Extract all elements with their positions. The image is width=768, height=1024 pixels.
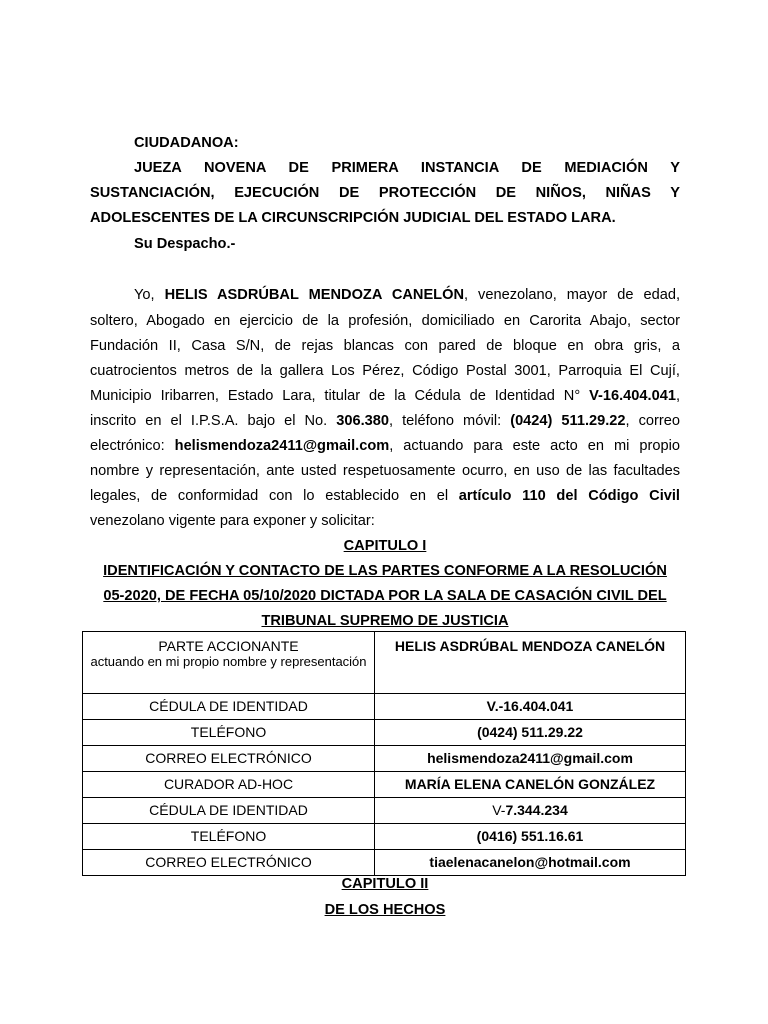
chapter-1-title: CAPITULO I	[343, 538, 427, 554]
table-cell-value: helismendoza2411@gmail.com	[375, 746, 686, 772]
legal-article: artículo 110 del Código Civil	[458, 488, 680, 504]
party-sublabel: actuando en mi propio nombre y representación	[90, 654, 367, 669]
table-row	[83, 772, 686, 798]
petitioner-name: HELIS ASDRÚBAL MENDOZA CANELÓN	[164, 287, 464, 303]
body-line-5: Municipio Iribarren, Estado Lara, titular de la Cédula de Identidad N° V-16.404.041,	[90, 388, 681, 404]
table-cell-label: TELÉFONO	[83, 824, 375, 850]
body-line-3: Fundación II, Casa S/N, de rejas blancas con pared de bloque en obra gris, a	[90, 338, 680, 354]
table-cell-label	[83, 632, 375, 694]
table-cell-label: CURADOR AD-HOC	[83, 772, 375, 798]
body-line-8: nombre y representación, ante usted respetuosamente ocurro, en uso de las facultades	[90, 463, 680, 479]
table-cell-value: HELIS ASDRÚBAL MENDOZA CANELÓN	[375, 632, 686, 694]
table-cell-value: (0416) 551.16.61	[375, 824, 686, 850]
table-row	[83, 850, 686, 876]
table-cell-value: MARÍA ELENA CANELÓN GONZÁLEZ	[375, 772, 686, 798]
addressee-line-3: ADOLESCENTES DE LA CIRCUNSCRIPCIÓN JUDICIAL DEL ESTADO LARA.	[90, 210, 616, 226]
chapter-1-heading-line-1: IDENTIFICACIÓN Y CONTACTO DE LAS PARTES CONFORME A LA RESOLUCIÓN	[103, 563, 667, 579]
parties-table	[82, 631, 686, 876]
party-label: PARTE ACCIONANTE	[158, 638, 299, 654]
body-line-10: venezolano vigente para exponer y solicitar:	[90, 513, 375, 529]
chapter-1-heading-line-2: 05-2020, DE FECHA 05/10/2020 DICTADA POR LA SALA DE CASACIÓN CIVIL DEL	[103, 588, 667, 604]
table-cell-value: V.-16.404.041	[375, 694, 686, 720]
addressee-closing: Su Despacho.-	[134, 236, 236, 252]
chapter-2-subtitle: DE LOS HECHOS	[324, 902, 446, 918]
table-row	[83, 798, 686, 824]
chapter-2-title: CAPITULO II	[341, 876, 429, 892]
table-row	[83, 720, 686, 746]
body-line-2: soltero, Abogado en ejercicio de la profesión, domiciliado en Carorita Abajo, sector	[90, 313, 680, 329]
table-row	[83, 824, 686, 850]
table-cell-label: TELÉFONO	[83, 720, 375, 746]
table-cell-label: CORREO ELECTRÓNICO	[83, 746, 375, 772]
table-cell-label: CORREO ELECTRÓNICO	[83, 850, 375, 876]
table-row	[83, 694, 686, 720]
table-cell-label: CÉDULA DE IDENTIDAD	[83, 694, 375, 720]
petitioner-phone: (0424) 511.29.22	[510, 413, 626, 429]
ipsa-number: 306.380	[336, 413, 390, 429]
addressee-salutation: CIUDADANOA:	[134, 135, 239, 151]
addressee-line-2: SUSTANCIACIÓN, EJECUCIÓN DE PROTECCIÓN DE NIÑOS, NIÑAS Y	[90, 185, 680, 201]
petitioner-email: helismendoza2411@gmail.com	[174, 438, 390, 454]
body-line-1: Yo, HELIS ASDRÚBAL MENDOZA CANELÓN, venezolano, mayor de edad,	[134, 287, 681, 303]
table-row	[83, 632, 686, 694]
table-cell-value: tiaelenacanelon@hotmail.com	[375, 850, 686, 876]
body-line-7: electrónico: helismendoza2411@gmail.com, actuando para este acto en mi propio	[90, 438, 680, 454]
table-row	[83, 746, 686, 772]
table-cell-value: V-7.344.234	[375, 798, 686, 824]
petitioner-id: V-16.404.041	[589, 388, 676, 404]
table-cell-label: CÉDULA DE IDENTIDAD	[83, 798, 375, 824]
addressee-line-1: JUEZA NOVENA DE PRIMERA INSTANCIA DE MEDIACIÓN Y	[134, 160, 680, 176]
body-line-9: legales, de conformidad con lo establecido en el artículo 110 del Código Civil	[90, 488, 680, 504]
body-line-6: inscrito en el I.P.S.A. bajo el No. 306.380, teléfono móvil: (0424) 511.29.22, correo	[90, 413, 680, 429]
table-cell-value: (0424) 511.29.22	[375, 720, 686, 746]
chapter-1-heading-line-3: TRIBUNAL SUPREMO DE JUSTICIA	[261, 613, 509, 629]
body-line-4: cuatrocientos metros de la gallera Los Pérez, Código Postal 3001, Parroquia El Cují,	[90, 363, 680, 379]
